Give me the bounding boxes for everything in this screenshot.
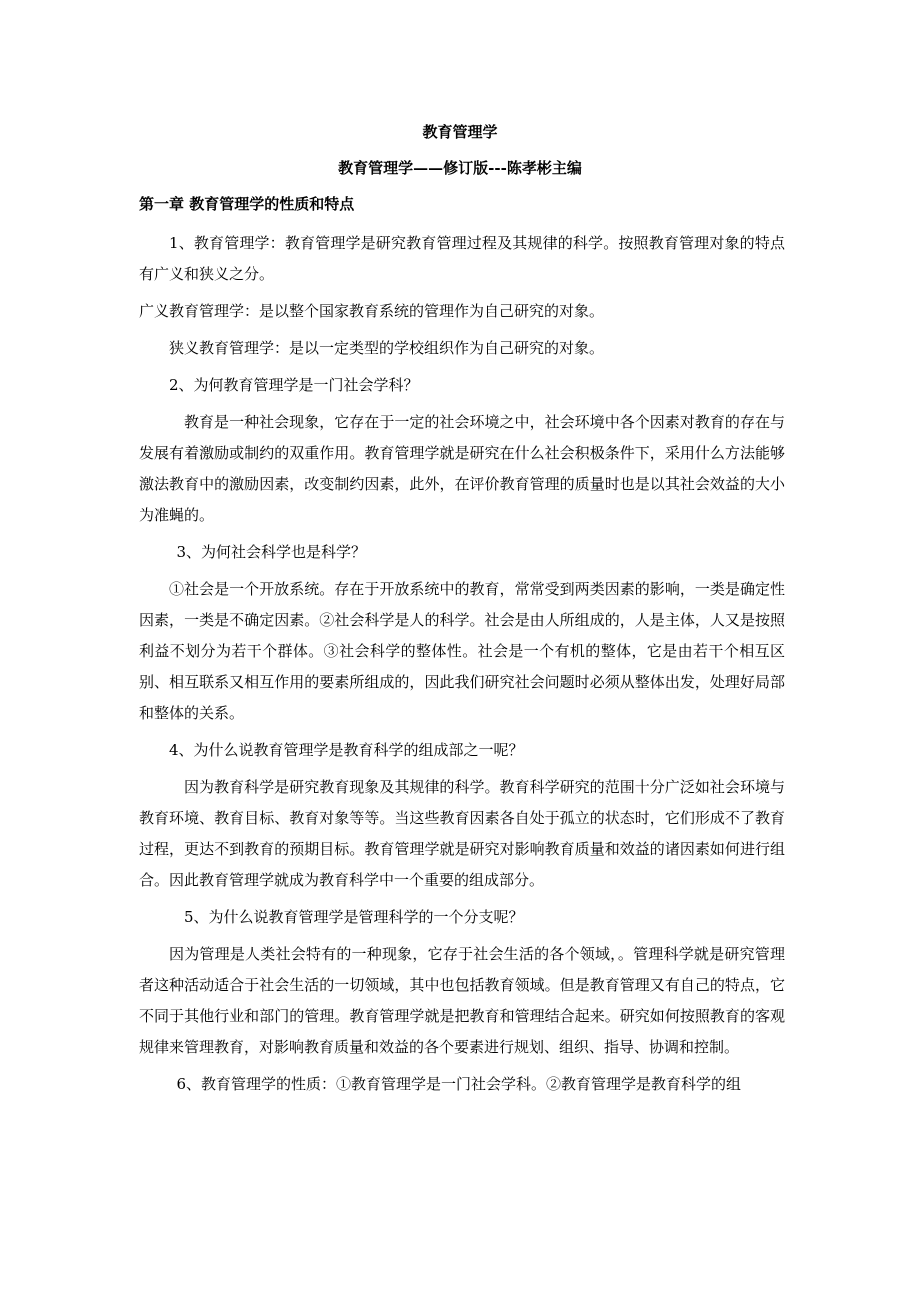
chapter-heading: 第一章 教育管理学的性质和特点: [139, 195, 355, 213]
paragraph: 1、教育管理学：教育管理学是研究教育管理过程及其规律的科学。按照教育管理对象的特点有广义和狭义之分。: [139, 234, 785, 283]
paragraph: 5、为什么说教育管理学是管理科学的一个分支呢？: [184, 908, 524, 926]
paragraph: 因为管理是人类社会特有的一种现象，它存于社会生活的各个领域，。管理科学就是研究管理者这种活动适合于社会生活的一切领域，其中也包括教育领域。但是教育管理又有自己的特点，它不同于其他行业和部门的管理。教育管理学就是把教育和管理结合起来。研究如何按照教育的客观规律来管理教育，对影响教育质量和效益的各个要素进行规划、组织、指导、协调和控制。: [139, 945, 785, 1056]
paragraph: ①社会是一个开放系统。存在于开放系统中的教育，常常受到两类因素的影响，一类是确定性因素，一类是不确定因素。②社会科学是人的科学。社会是由人所组成的，人是主体，人又是按照利益不划分为若干个群体。③社会科学的整体性。社会是一个有机的整体，它是由若干个相互区别、相互联系又相互作用的要素所组成的，因此我们研究社会问题时必须从整体出发，处理好局部和整体的关系。: [139, 580, 785, 722]
document-title: 教育管理学: [422, 123, 498, 141]
paragraph: 3、为何社会科学也是科学？: [176, 543, 367, 561]
document-body: [139, 228, 785, 1106]
paragraph: 6、教育管理学的性质：①教育管理学是一门社会学科。②教育管理学是教育科学的组: [176, 1075, 742, 1093]
paragraph: 因为教育科学是研究教育现象及其规律的科学。教育科学研究的范围十分广泛如社会环境与教育环境、教育目标、教育对象等等。当这些教育因素各自处于孤立的状态时，它们形成不了教育过程，更达不到教育的预期目标。教育管理学就是研究对影响教育质量和效益的诸因素如何进行组合。因此教育管理学就成为教育科学中一个重要的组成部分。: [139, 778, 785, 889]
paragraph: 2、为何教育管理学是一门社会学科？: [169, 376, 419, 394]
paragraph: 教育是一种社会现象，它存在于一定的社会环境之中，社会环境中各个因素对教育的存在与发展有着激励或制约的双重作用。教育管理学就是研究在什么社会积极条件下，采用什么方法能够激法教育中的激励因素，改变制约因素，此外，在评价教育管理的质量时也是以其社会效益的大小为准蝇的。: [139, 413, 785, 524]
document-subtitle: 教育管理学——修订版---陈孝彬主编: [338, 159, 582, 177]
paragraph: 4、为什么说教育管理学是教育科学的组成部之一呢？: [169, 741, 524, 759]
paragraph: 狭义教育管理学：是以一定类型的学校组织作为自己研究的对象。: [169, 339, 605, 357]
paragraph: 广义教育管理学：是以整个国家教育系统的管理作为自己研究的对象。: [139, 302, 605, 320]
